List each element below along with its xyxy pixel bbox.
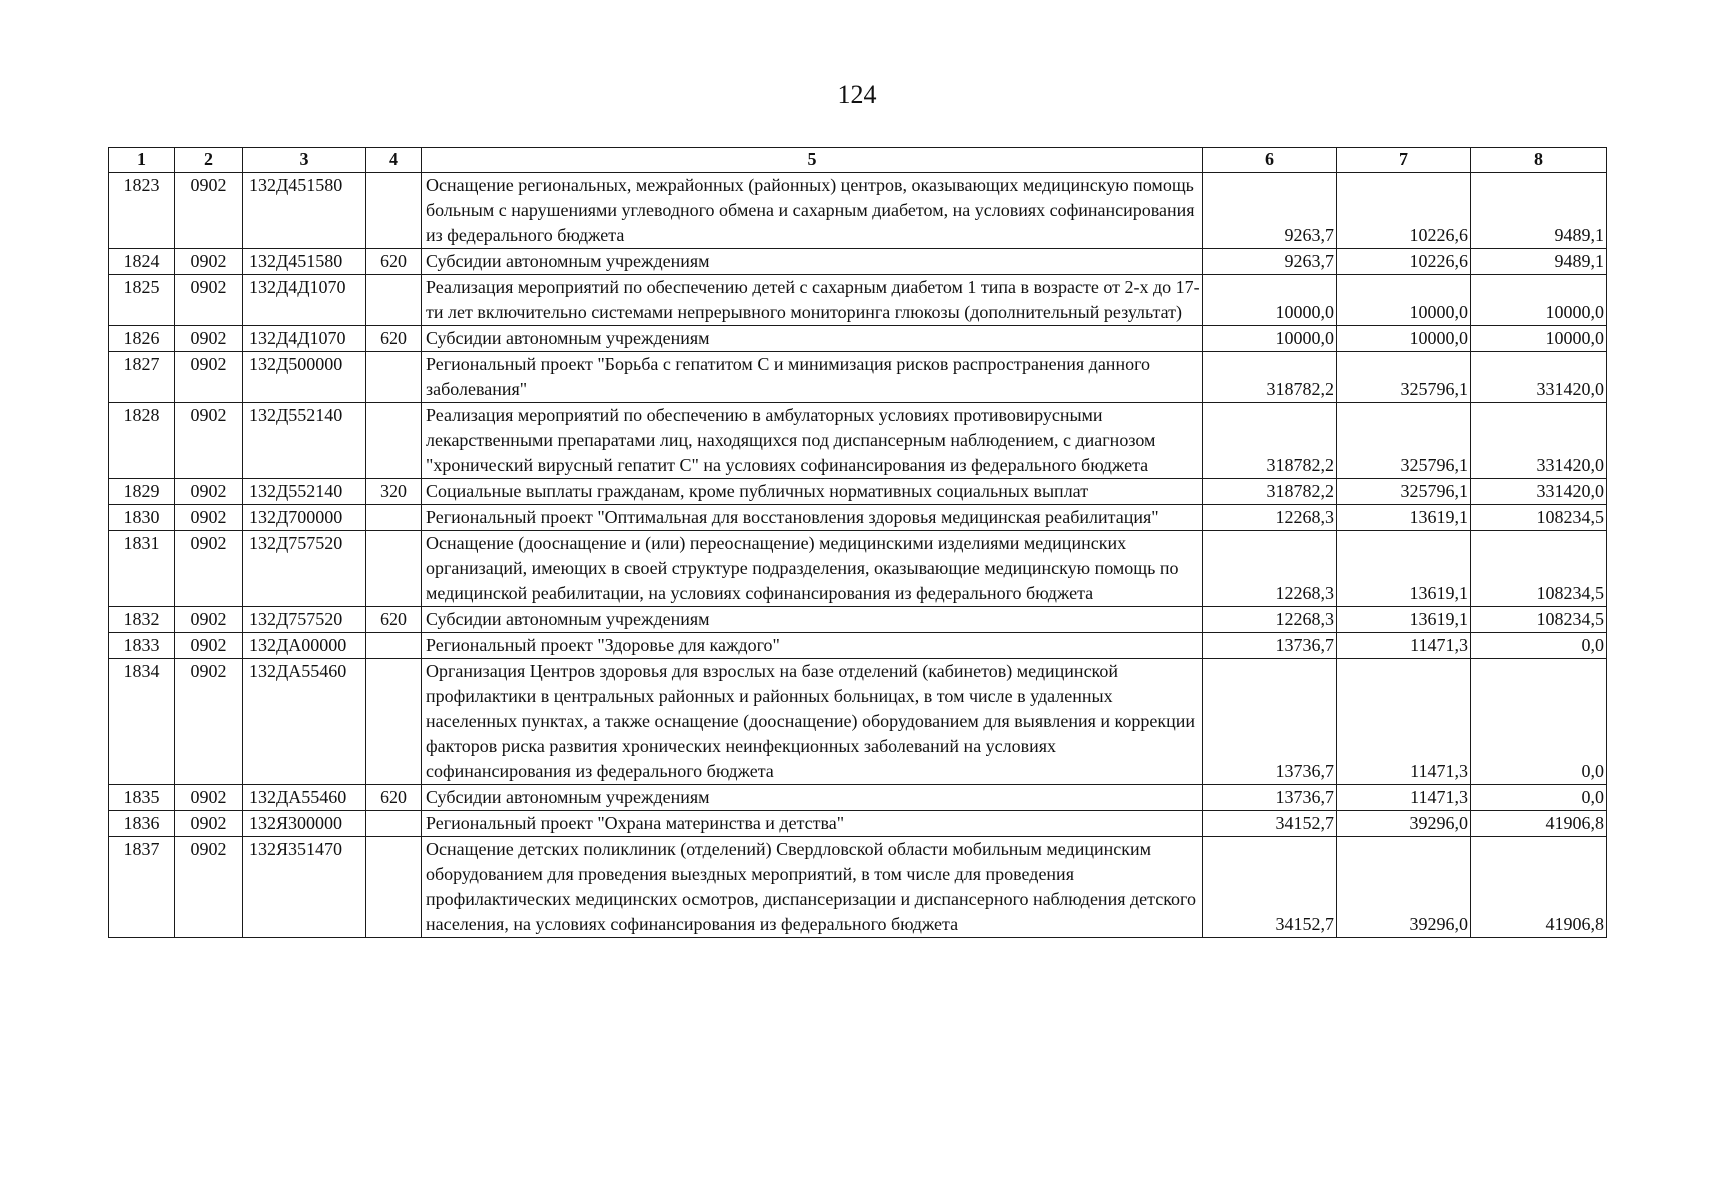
expense-type-code xyxy=(366,173,422,249)
item-description: Субсидии автономным учреждениям xyxy=(422,249,1203,275)
target-article-code: 132ДА55460 xyxy=(243,785,366,811)
amount-col-6: 12268,3 xyxy=(1203,531,1337,607)
section-code: 0902 xyxy=(175,173,243,249)
amount-col-6: 13736,7 xyxy=(1203,785,1337,811)
expense-type-code: 620 xyxy=(366,326,422,352)
amount-col-8: 108234,5 xyxy=(1471,505,1607,531)
amount-col-7: 11471,3 xyxy=(1337,785,1471,811)
amount-col-7: 13619,1 xyxy=(1337,607,1471,633)
expense-type-code xyxy=(366,659,422,785)
row-number: 1823 xyxy=(109,173,175,249)
item-description: Реализация мероприятий по обеспечению детей с сахарным диабетом 1 типа в возрасте от 2-х до 17-ти лет включительно системами непрерывного мониторинга глюкозы (дополнительный результат) xyxy=(422,275,1203,326)
section-code: 0902 xyxy=(175,659,243,785)
table-row xyxy=(109,531,1607,607)
table-row xyxy=(109,785,1607,811)
item-description: Оснащение (дооснащение и (или) переоснащение) медицинскими изделиями медицинских организаций, имеющих в своей структуре подразделения, оказывающие медицинскую помощь по медицинской реабилитации, на условиях софинансирования из федерального бюджета xyxy=(422,531,1203,607)
expense-type-code xyxy=(366,352,422,403)
row-number: 1824 xyxy=(109,249,175,275)
expense-type-code: 620 xyxy=(366,785,422,811)
expense-type-code: 620 xyxy=(366,249,422,275)
budget-table xyxy=(108,147,1607,938)
amount-col-7: 325796,1 xyxy=(1337,403,1471,479)
table-row xyxy=(109,275,1607,326)
amount-col-6: 318782,2 xyxy=(1203,479,1337,505)
item-description: Оснащение детских поликлиник (отделений) Свердловской области мобильным медицинским оборудованием для проведения выездных мероприятий, в том числе для проведения профилактических медицинских осмотров, диспансеризации и диспансерного наблюдения детского населения, на условиях софинансирования из федерального бюджета xyxy=(422,837,1203,938)
amount-col-8: 0,0 xyxy=(1471,659,1607,785)
target-article-code: 132Я300000 xyxy=(243,811,366,837)
header-col-1: 1 xyxy=(109,148,175,173)
amount-col-8: 331420,0 xyxy=(1471,403,1607,479)
section-code: 0902 xyxy=(175,352,243,403)
amount-col-6: 12268,3 xyxy=(1203,505,1337,531)
header-col-2: 2 xyxy=(175,148,243,173)
amount-col-6: 34152,7 xyxy=(1203,837,1337,938)
amount-col-7: 10000,0 xyxy=(1337,326,1471,352)
expense-type-code xyxy=(366,633,422,659)
target-article-code: 132ДА55460 xyxy=(243,659,366,785)
section-code: 0902 xyxy=(175,275,243,326)
amount-col-6: 10000,0 xyxy=(1203,326,1337,352)
expense-type-code xyxy=(366,403,422,479)
row-number: 1836 xyxy=(109,811,175,837)
page-number: 124 xyxy=(837,80,877,109)
header-col-3: 3 xyxy=(243,148,366,173)
amount-col-8: 10000,0 xyxy=(1471,326,1607,352)
section-code: 0902 xyxy=(175,633,243,659)
amount-col-6: 34152,7 xyxy=(1203,811,1337,837)
target-article-code: 132Я351470 xyxy=(243,837,366,938)
table-row xyxy=(109,326,1607,352)
amount-col-7: 13619,1 xyxy=(1337,505,1471,531)
section-code: 0902 xyxy=(175,607,243,633)
amount-col-7: 39296,0 xyxy=(1337,837,1471,938)
amount-col-8: 331420,0 xyxy=(1471,352,1607,403)
amount-col-8: 9489,1 xyxy=(1471,249,1607,275)
item-description: Субсидии автономным учреждениям xyxy=(422,607,1203,633)
header-col-7: 7 xyxy=(1337,148,1471,173)
target-article-code: 132Д552140 xyxy=(243,479,366,505)
item-description: Организация Центров здоровья для взрослых на базе отделений (кабинетов) медицинской профилактики в центральных районных и районных больницах, в том числе в удаленных населенных пунктах, а также оснащение (дооснащение) оборудованием для выявления и коррекции факторов риска развития хронических неинфекционных заболеваний на условиях софинансирования из федерального бюджета xyxy=(422,659,1203,785)
item-description: Субсидии автономным учреждениям xyxy=(422,326,1203,352)
amount-col-6: 9263,7 xyxy=(1203,249,1337,275)
section-code: 0902 xyxy=(175,479,243,505)
amount-col-7: 10226,6 xyxy=(1337,249,1471,275)
header-col-6: 6 xyxy=(1203,148,1337,173)
amount-col-7: 10226,6 xyxy=(1337,173,1471,249)
table-body xyxy=(109,173,1607,938)
target-article-code: 132Д757520 xyxy=(243,531,366,607)
target-article-code: 132Д4Д1070 xyxy=(243,326,366,352)
amount-col-7: 11471,3 xyxy=(1337,659,1471,785)
table-row xyxy=(109,173,1607,249)
row-number: 1829 xyxy=(109,479,175,505)
section-code: 0902 xyxy=(175,326,243,352)
target-article-code: 132Д451580 xyxy=(243,173,366,249)
table-row xyxy=(109,607,1607,633)
row-number: 1830 xyxy=(109,505,175,531)
header-col-4: 4 xyxy=(366,148,422,173)
amount-col-8: 41906,8 xyxy=(1471,837,1607,938)
amount-col-7: 13619,1 xyxy=(1337,531,1471,607)
table-row xyxy=(109,249,1607,275)
item-description: Региональный проект "Борьба с гепатитом С и минимизация рисков распространения данного заболевания" xyxy=(422,352,1203,403)
table-row xyxy=(109,633,1607,659)
section-code: 0902 xyxy=(175,837,243,938)
amount-col-6: 13736,7 xyxy=(1203,659,1337,785)
amount-col-7: 325796,1 xyxy=(1337,352,1471,403)
item-description: Оснащение региональных, межрайонных (районных) центров, оказывающих медицинскую помощь больным с нарушениями углеводного обмена и сахарным диабетом, на условиях софинансирования из федерального бюджета xyxy=(422,173,1203,249)
row-number: 1834 xyxy=(109,659,175,785)
section-code: 0902 xyxy=(175,403,243,479)
expense-type-code xyxy=(366,275,422,326)
budget-table-container xyxy=(108,147,1606,938)
amount-col-8: 41906,8 xyxy=(1471,811,1607,837)
target-article-code: 132Д4Д1070 xyxy=(243,275,366,326)
amount-col-8: 10000,0 xyxy=(1471,275,1607,326)
amount-col-6: 10000,0 xyxy=(1203,275,1337,326)
amount-col-6: 318782,2 xyxy=(1203,352,1337,403)
table-row xyxy=(109,479,1607,505)
target-article-code: 132Д757520 xyxy=(243,607,366,633)
item-description: Субсидии автономным учреждениям xyxy=(422,785,1203,811)
table-row xyxy=(109,403,1607,479)
row-number: 1835 xyxy=(109,785,175,811)
header-col-5: 5 xyxy=(422,148,1203,173)
target-article-code: 132Д552140 xyxy=(243,403,366,479)
row-number: 1825 xyxy=(109,275,175,326)
item-description: Региональный проект "Здоровье для каждого" xyxy=(422,633,1203,659)
table-row xyxy=(109,811,1607,837)
amount-col-8: 108234,5 xyxy=(1471,531,1607,607)
amount-col-7: 325796,1 xyxy=(1337,479,1471,505)
table-row xyxy=(109,659,1607,785)
header-row xyxy=(109,148,1607,173)
target-article-code: 132Д500000 xyxy=(243,352,366,403)
item-description: Региональный проект "Охрана материнства и детства" xyxy=(422,811,1203,837)
section-code: 0902 xyxy=(175,785,243,811)
amount-col-8: 331420,0 xyxy=(1471,479,1607,505)
header-col-8: 8 xyxy=(1471,148,1607,173)
section-code: 0902 xyxy=(175,531,243,607)
row-number: 1831 xyxy=(109,531,175,607)
row-number: 1837 xyxy=(109,837,175,938)
expense-type-code: 320 xyxy=(366,479,422,505)
amount-col-8: 0,0 xyxy=(1471,633,1607,659)
amount-col-6: 12268,3 xyxy=(1203,607,1337,633)
item-description: Региональный проект "Оптимальная для восстановления здоровья медицинская реабилитация" xyxy=(422,505,1203,531)
section-code: 0902 xyxy=(175,811,243,837)
amount-col-8: 108234,5 xyxy=(1471,607,1607,633)
target-article-code: 132Д451580 xyxy=(243,249,366,275)
amount-col-6: 9263,7 xyxy=(1203,173,1337,249)
section-code: 0902 xyxy=(175,505,243,531)
item-description: Социальные выплаты гражданам, кроме публичных нормативных социальных выплат xyxy=(422,479,1203,505)
amount-col-7: 39296,0 xyxy=(1337,811,1471,837)
row-number: 1826 xyxy=(109,326,175,352)
expense-type-code: 620 xyxy=(366,607,422,633)
expense-type-code xyxy=(366,837,422,938)
table-row xyxy=(109,352,1607,403)
row-number: 1828 xyxy=(109,403,175,479)
row-number: 1832 xyxy=(109,607,175,633)
expense-type-code xyxy=(366,505,422,531)
table-row xyxy=(109,837,1607,938)
amount-col-6: 318782,2 xyxy=(1203,403,1337,479)
amount-col-8: 9489,1 xyxy=(1471,173,1607,249)
target-article-code: 132ДА00000 xyxy=(243,633,366,659)
amount-col-7: 11471,3 xyxy=(1337,633,1471,659)
section-code: 0902 xyxy=(175,249,243,275)
expense-type-code xyxy=(366,811,422,837)
table-row xyxy=(109,505,1607,531)
amount-col-7: 10000,0 xyxy=(1337,275,1471,326)
amount-col-6: 13736,7 xyxy=(1203,633,1337,659)
target-article-code: 132Д700000 xyxy=(243,505,366,531)
expense-type-code xyxy=(366,531,422,607)
item-description: Реализация мероприятий по обеспечению в амбулаторных условиях противовирусными лекарственными препаратами лиц, находящихся под диспансерным наблюдением, с диагнозом "хронический вирусный гепатит С" на условиях софинансирования из федерального бюджета xyxy=(422,403,1203,479)
amount-col-8: 0,0 xyxy=(1471,785,1607,811)
row-number: 1833 xyxy=(109,633,175,659)
row-number: 1827 xyxy=(109,352,175,403)
